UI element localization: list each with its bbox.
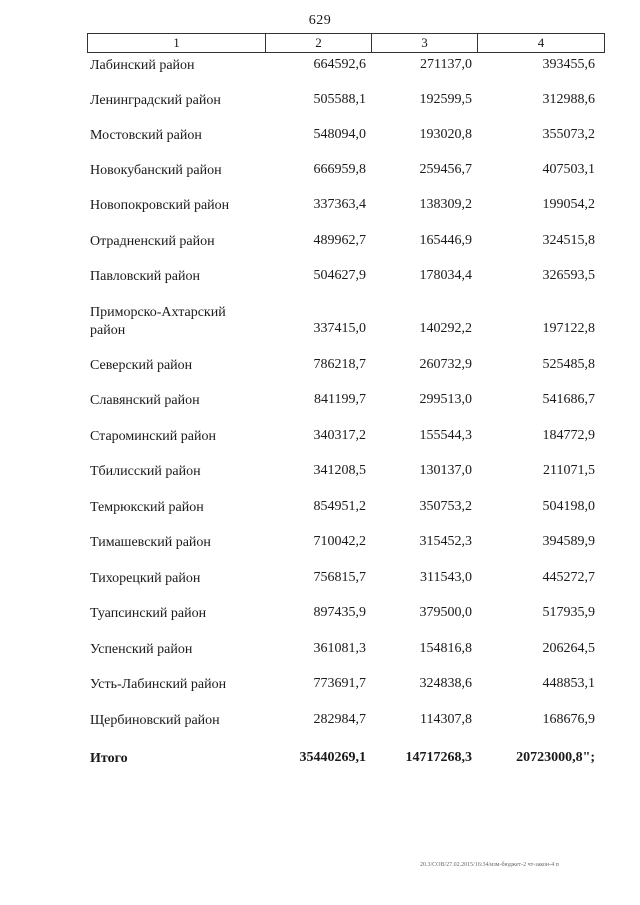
- value-column-4: 326593,5: [542, 268, 595, 283]
- value-column-2: 337363,4: [313, 197, 366, 212]
- value-column-2: 710042,2: [313, 534, 366, 549]
- column-number-1: 1: [88, 34, 266, 53]
- value-column-2: 337415,0: [313, 321, 366, 336]
- value-column-2: 548094,0: [313, 127, 366, 142]
- value-column-3: 154816,8: [419, 641, 472, 656]
- district-name: Щербиновский район: [90, 713, 220, 728]
- value-column-2: 841199,7: [314, 392, 366, 407]
- value-column-4: 199054,2: [542, 197, 595, 212]
- value-column-4: 448853,1: [542, 676, 595, 691]
- value-column-3: 311543,0: [420, 570, 472, 585]
- value-column-3: 165446,9: [419, 233, 472, 248]
- district-name: Лабинский район: [90, 58, 195, 73]
- value-column-4: 355073,2: [542, 127, 595, 142]
- total-label: Итого: [90, 751, 128, 766]
- column-number-4: 4: [478, 34, 605, 53]
- district-name: Тимашевский район: [90, 535, 211, 550]
- value-column-4: 197122,8: [542, 321, 595, 336]
- value-column-3: 299513,0: [419, 392, 472, 407]
- column-number-3: 3: [372, 34, 478, 53]
- value-column-3: 178034,4: [419, 268, 472, 283]
- value-column-2: 854951,2: [313, 499, 366, 514]
- value-column-4: 324515,8: [542, 233, 595, 248]
- district-name: Ленинградский район: [90, 93, 221, 108]
- value-column-2: 489962,7: [313, 233, 366, 248]
- value-column-2: 756815,7: [313, 570, 366, 585]
- value-column-3: 155544,3: [419, 428, 472, 443]
- value-column-3: 192599,5: [419, 92, 472, 107]
- value-column-3: 138309,2: [419, 197, 472, 212]
- value-column-3: 114307,8: [420, 712, 472, 727]
- district-name: Староминский район: [90, 429, 216, 444]
- district-name: Новопокровский район: [90, 198, 230, 213]
- value-column-4: 525485,8: [542, 357, 595, 372]
- value-column-3: 259456,7: [419, 162, 472, 177]
- district-name: Новокубанский район: [90, 163, 222, 178]
- page-number: 629: [308, 13, 332, 28]
- value-column-2: 504627,9: [313, 268, 366, 283]
- value-column-4: 394589,9: [542, 534, 595, 549]
- column-number-2: 2: [266, 34, 372, 53]
- value-column-4: 407503,1: [542, 162, 595, 177]
- value-column-2: 341208,5: [313, 463, 366, 478]
- value-column-4: 504198,0: [542, 499, 595, 514]
- value-column-4: 312988,6: [542, 92, 595, 107]
- district-name: Тихорецкий район: [90, 571, 201, 586]
- value-column-2: 35440269,1: [299, 750, 366, 765]
- value-column-2: 897435,9: [313, 605, 366, 620]
- value-column-2: 361081,3: [313, 641, 366, 656]
- value-column-3: 193020,8: [419, 127, 472, 142]
- district-name: Павловский район: [90, 269, 200, 284]
- document-footer-code: 20.3/СОВ/27.02.2015/16:34/изм-бюджет-2 чт-закон-4 п: [420, 862, 559, 868]
- value-column-3: 379500,0: [419, 605, 472, 620]
- value-column-2: 505588,1: [313, 92, 366, 107]
- value-column-3: 315452,3: [419, 534, 472, 549]
- district-name: Мостовский район: [90, 128, 202, 143]
- column-number-header: [87, 33, 605, 53]
- value-column-2: 664592,6: [313, 57, 366, 72]
- value-column-4: 20723000,8";: [516, 750, 595, 765]
- district-name: Успенский район: [90, 642, 193, 657]
- district-name: Славянский район: [90, 393, 200, 408]
- district-name: Туапсинский район: [90, 606, 207, 621]
- value-column-3: 260732,9: [419, 357, 472, 372]
- value-column-3: 271137,0: [420, 57, 472, 72]
- value-column-3: 324838,6: [419, 676, 472, 691]
- value-column-4: 211071,5: [543, 463, 595, 478]
- value-column-4: 184772,9: [542, 428, 595, 443]
- value-column-2: 666959,8: [313, 162, 366, 177]
- value-column-2: 773691,7: [313, 676, 366, 691]
- district-name: Тбилисский район: [90, 464, 201, 479]
- district-name: Темрюкский район: [90, 500, 204, 515]
- district-name: Отрадненский район: [90, 234, 215, 249]
- value-column-4: 393455,6: [542, 57, 595, 72]
- value-column-2: 786218,7: [313, 357, 366, 372]
- value-column-4: 445272,7: [542, 570, 595, 585]
- value-column-3: 14717268,3: [405, 750, 472, 765]
- value-column-3: 130137,0: [419, 463, 472, 478]
- value-column-3: 140292,2: [419, 321, 472, 336]
- district-name: Приморско-Ахтарский район: [90, 305, 226, 338]
- value-column-3: 350753,2: [419, 499, 472, 514]
- value-column-4: 168676,9: [542, 712, 595, 727]
- value-column-4: 517935,9: [542, 605, 595, 620]
- district-name: Северский район: [90, 358, 193, 373]
- district-name: Усть-Лабинский район: [90, 677, 227, 692]
- value-column-4: 541686,7: [542, 392, 595, 407]
- value-column-2: 282984,7: [313, 712, 366, 727]
- value-column-4: 206264,5: [542, 641, 595, 656]
- value-column-2: 340317,2: [313, 428, 366, 443]
